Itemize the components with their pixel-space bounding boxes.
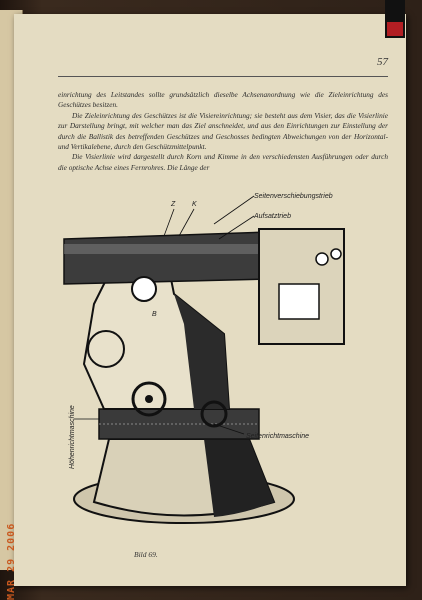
pedestal-shadow <box>204 439 274 517</box>
figure-caption: Bild 69. <box>134 550 158 559</box>
label-b: B <box>152 311 157 318</box>
knob-wheel <box>88 331 124 367</box>
paragraph-1: einrichtung des Leitstandes sollte grundsätzlich dieselbe Achsenanordnung wie die Zieleinrichtung des Geschützes besitzen. <box>58 90 388 110</box>
body-text <box>58 90 388 173</box>
book-page <box>14 14 406 586</box>
paragraph-2: Die Zieleinrichtung des Geschützes ist die Visiereinrichtung; sie besteht aus dem Visier, das die Visierlinie zur Darstellung bringt, mit welcher man das Ziel anschneidet, und aus den Einrichtungen zur Einstellung der durch die Ballistik des betreffenden Geschützes und Geschosses bedingten Abweichungen von der Horizontal- und Vertikalebene, durch den Geschützmittelpunkt. <box>58 110 388 152</box>
bookmark-tab <box>387 22 403 36</box>
gun-sight-illustration <box>54 184 354 544</box>
label-hoehenrichtmaschine: Höhenrichtmaschine <box>69 405 76 469</box>
label-seitenverschiebungstrieb: Seitenverschiebungstrieb <box>254 193 333 200</box>
label-seitenrichtmaschine: Seitenrichtmaschine <box>246 433 310 440</box>
header-rule <box>58 76 388 77</box>
label-aufsatztrieb: Aufsatztrieb <box>254 213 291 220</box>
page-number: 57 <box>377 56 388 68</box>
label-k: K <box>192 201 197 208</box>
bookmark-clip <box>385 0 405 38</box>
gun-barrel <box>64 232 269 284</box>
label-z: Z <box>171 201 176 208</box>
date-stamp: MAR 29 2006 <box>6 522 17 600</box>
paragraph-3: Die Visierlinie wird dargestellt durch Korn und Kimme in den verschiedensten Ausführungen oder durch die optische Achse eines Fernrohres. Die Länge der <box>58 152 388 172</box>
